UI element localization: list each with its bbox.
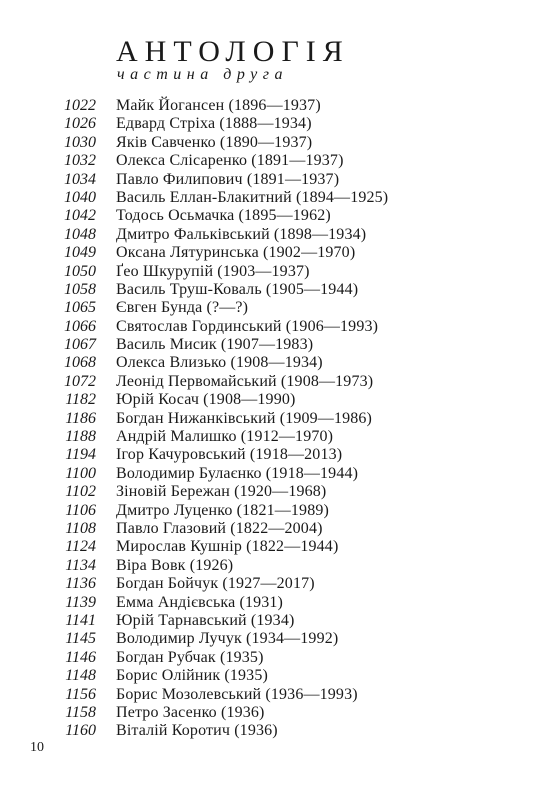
toc-entry — [0, 134, 553, 152]
toc-page-number: 1030 — [64, 133, 96, 151]
toc-entry — [0, 575, 553, 593]
toc-author-entry: Андрій Малишко (1912—1970) — [116, 428, 334, 446]
toc-entry — [0, 189, 553, 207]
toc-author-entry: Яків Савченко (1890—1937) — [116, 133, 313, 151]
toc-author-entry: Павло Глазовий (1822—2004) — [116, 519, 323, 537]
toc-page-number: 1194 — [65, 446, 96, 464]
toc-entry — [0, 281, 553, 299]
toc-entry — [0, 649, 553, 667]
toc-author-entry: Дмитро Луценко (1821—1989) — [116, 501, 329, 519]
toc-author-entry: Борис Мозолевський (1936—1993) — [116, 685, 358, 703]
toc-entry — [0, 391, 553, 409]
toc-entry — [0, 594, 553, 612]
toc-entry — [0, 318, 553, 336]
table-of-contents — [0, 97, 553, 741]
toc-page-number: 1026 — [64, 115, 96, 133]
toc-author-entry: Зіновій Бережан (1920—1968) — [116, 483, 327, 501]
toc-entry — [0, 686, 553, 704]
toc-page-number: 1141 — [65, 611, 96, 629]
toc-author-entry: Дмитро Фальківський (1898—1934) — [116, 225, 367, 243]
toc-author-entry: Віталій Коротич (1936) — [116, 722, 278, 740]
toc-entry — [0, 667, 553, 685]
toc-page-number: 1139 — [65, 593, 96, 611]
toc-entry — [0, 502, 553, 520]
toc-entry — [0, 630, 553, 648]
toc-author-entry: Богдан Бойчук (1927—2017) — [116, 575, 315, 593]
toc-author-entry: Василь Мисик (1907—1983) — [116, 336, 314, 354]
toc-author-entry: Василь Труш-Коваль (1905—1944) — [116, 280, 359, 298]
toc-entry — [0, 115, 553, 133]
toc-page-number: 1065 — [64, 299, 96, 317]
toc-author-entry: Євген Бунда (?—?) — [116, 299, 249, 317]
toc-page-number: 1072 — [64, 372, 96, 390]
toc-author-entry: Богдан Нижанківський (1909—1986) — [116, 409, 373, 427]
toc-author-entry: Юрій Тарнавський (1934) — [116, 611, 295, 629]
toc-author-entry: Ігор Качуровський (1918—2013) — [116, 446, 343, 464]
toc-author-entry: Тодось Осьмачка (1895—1962) — [116, 207, 331, 225]
toc-page-number: 1100 — [65, 464, 96, 482]
toc-entry — [0, 354, 553, 372]
toc-page-number: 1136 — [65, 575, 96, 593]
toc-author-entry: Віра Вовк (1926) — [116, 556, 234, 574]
toc-page-number: 1066 — [64, 317, 96, 335]
toc-author-entry: Едвард Стріха (1888—1934) — [116, 115, 312, 133]
toc-page-number: 1049 — [64, 244, 96, 262]
toc-page-number: 1188 — [65, 428, 96, 446]
toc-entry — [0, 226, 553, 244]
toc-author-entry: Мирослав Кушнір (1822—1944) — [116, 538, 339, 556]
toc-author-entry: Святослав Гординський (1906—1993) — [116, 317, 379, 335]
toc-entry — [0, 465, 553, 483]
toc-author-entry: Емма Андієвська (1931) — [116, 593, 284, 611]
toc-page-number: 1040 — [64, 188, 96, 206]
toc-entry — [0, 704, 553, 722]
toc-page-number: 1158 — [65, 703, 96, 721]
toc-entry — [0, 538, 553, 556]
toc-entry — [0, 299, 553, 317]
toc-entry — [0, 244, 553, 262]
toc-page-number: 1148 — [65, 667, 96, 685]
toc-author-entry: Володимир Булаєнко (1918—1944) — [116, 464, 359, 482]
toc-author-entry: Ґео Шкурупій (1903—1937) — [116, 262, 310, 280]
toc-entry — [0, 520, 553, 538]
toc-entry — [0, 171, 553, 189]
toc-entry — [0, 410, 553, 428]
toc-page-number: 1058 — [64, 280, 96, 298]
toc-page-number: 1145 — [65, 630, 96, 648]
toc-entry — [0, 428, 553, 446]
toc-author-entry: Павло Филипович (1891—1937) — [116, 170, 340, 188]
toc-author-entry: Олекса Влизько (1908—1934) — [116, 354, 323, 372]
toc-entry — [0, 373, 553, 391]
toc-page-number: 1034 — [64, 170, 96, 188]
toc-entry — [0, 263, 553, 281]
toc-author-entry: Володимир Лучук (1934—1992) — [116, 630, 339, 648]
toc-page-number: 1106 — [65, 501, 96, 519]
toc-page-number: 1146 — [65, 648, 96, 666]
page-title: АНТОЛОГІЯ — [116, 35, 350, 68]
page-subtitle: частина друга — [117, 66, 288, 83]
toc-page-number: 1124 — [65, 538, 96, 556]
toc-entry — [0, 483, 553, 501]
toc-page-number: 1108 — [65, 519, 96, 537]
toc-page-number: 1102 — [65, 483, 96, 501]
toc-author-entry: Олекса Слісаренко (1891—1937) — [116, 152, 344, 170]
toc-author-entry: Василь Еллан-Блакитний (1894—1925) — [116, 188, 389, 206]
toc-page-number: 1067 — [64, 336, 96, 354]
toc-entry — [0, 612, 553, 630]
toc-author-entry: Майк Йогансен (1896—1937) — [116, 97, 321, 114]
toc-page-number: 1186 — [65, 409, 96, 427]
toc-author-entry: Оксана Лятуринська (1902—1970) — [116, 244, 356, 262]
toc-entry — [0, 557, 553, 575]
toc-page-number: 1022 — [64, 97, 96, 114]
toc-author-entry: Борис Олійник (1935) — [116, 667, 268, 685]
toc-page-number: 1050 — [64, 262, 96, 280]
toc-entry — [0, 97, 553, 115]
toc-page-number: 1048 — [64, 225, 96, 243]
toc-page-number: 1032 — [64, 152, 96, 170]
toc-page-number: 1068 — [64, 354, 96, 372]
toc-author-entry: Юрій Косач (1908—1990) — [116, 391, 296, 409]
page-number: 10 — [30, 740, 44, 755]
toc-page-number: 1156 — [65, 685, 96, 703]
toc-entry — [0, 207, 553, 225]
toc-page-number: 1160 — [65, 722, 96, 740]
toc-entry — [0, 446, 553, 464]
toc-page-number: 1134 — [65, 556, 96, 574]
toc-entry — [0, 152, 553, 170]
toc-page-number: 1182 — [65, 391, 96, 409]
toc-page-number: 1042 — [64, 207, 96, 225]
toc-entry — [0, 336, 553, 354]
toc-author-entry: Леонід Первомайський (1908—1973) — [116, 372, 374, 390]
toc-author-entry: Богдан Рубчак (1935) — [116, 648, 264, 666]
toc-entry — [0, 722, 553, 740]
toc-author-entry: Петро Засенко (1936) — [116, 703, 265, 721]
